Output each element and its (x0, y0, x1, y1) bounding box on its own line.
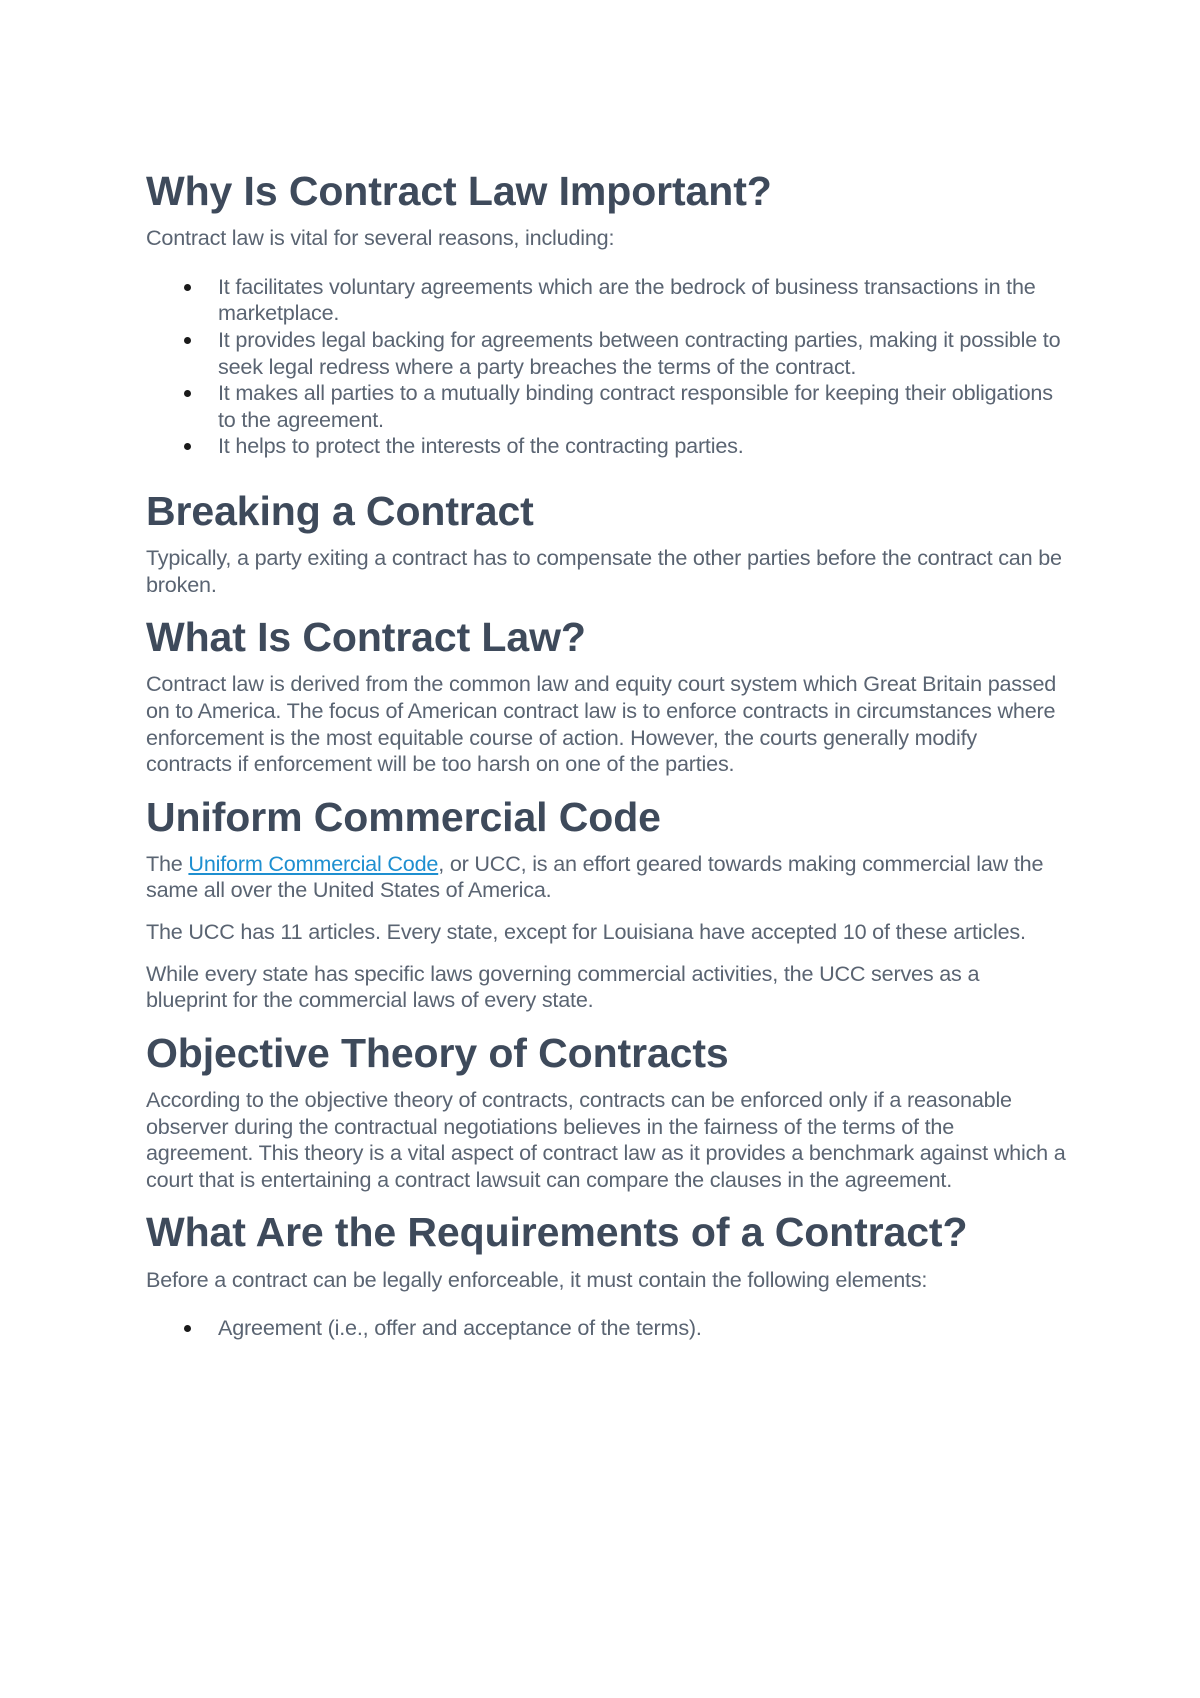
link-prefix-text: The (146, 850, 189, 876)
section-why-important (146, 168, 1066, 460)
section-breaking-contract (146, 488, 1066, 598)
document-body (146, 168, 1066, 1342)
section-uniform-commercial-code (146, 794, 1066, 1014)
ucc-link[interactable]: Uniform Commercial Code (188, 850, 439, 876)
list-item: It provides legal backing for agreements between contracting parties, making it possible to seek legal redress where a party breaches the terms of the contract. (218, 327, 1066, 380)
paragraph: The UCC has 11 articles. Every state, except for Louisiana have accepted 10 of these articles. (146, 919, 1026, 945)
link-suffix-text: , or UCC, is an effort geared towards making commercial law the same all over the United States of America. (146, 850, 1044, 903)
section-heading: Uniform Commercial Code (146, 793, 661, 840)
section-objective-theory (146, 1030, 1066, 1194)
list-item: It facilitates voluntary agreements which are the bedrock of business transactions in the marketplace. (218, 274, 1066, 327)
paragraph-with-link (146, 851, 1066, 904)
section-intro: Before a contract can be legally enforceable, it must contain the following elements: (146, 1266, 928, 1292)
paragraph: While every state has specific laws governing commercial activities, the UCC serves as a blueprint for the commercial laws of every state. (146, 960, 980, 1013)
section-requirements (146, 1209, 1066, 1341)
section-intro: Contract law is vital for several reasons, including: (146, 225, 615, 251)
bullet-list (146, 1315, 1066, 1342)
list-item: It makes all parties to a mutually binding contract responsible for keeping their obligations to the agreement. (218, 380, 1066, 433)
section-heading: What Are the Requirements of a Contract? (146, 1209, 968, 1256)
paragraph: Typically, a party exiting a contract has to compensate the other parties before the contract can be broken. (146, 545, 1062, 597)
section-heading: Breaking a Contract (146, 487, 534, 534)
list-item: It helps to protect the interests of the contracting parties. (218, 433, 1066, 460)
section-heading: Why Is Contract Law Important? (146, 168, 772, 214)
section-heading: Objective Theory of Contracts (146, 1029, 729, 1076)
bullet-list (146, 274, 1066, 460)
list-item: Agreement (i.e., offer and acceptance of the terms). (218, 1315, 1066, 1342)
paragraph: According to the objective theory of contracts, contracts can be enforced only if a reasonable observer during the contractual negotiations believes in the fairness of the terms of the agreement. This theory is a vital aspect of contract law as it provides a benchmark against which a court that is entertaining a contract lawsuit can compare the clauses in the agreement. (146, 1086, 1066, 1192)
section-what-is-contract-law (146, 614, 1066, 778)
section-heading: What Is Contract Law? (146, 614, 586, 661)
paragraph: Contract law is derived from the common law and equity court system which Great Britain passed on to America. The focus of American contract law is to enforce contracts in circumstances where enforcement is the most equitable course of action. However, the courts generally modify contracts if enforcement will be too harsh on one of the parties. (146, 671, 1057, 777)
